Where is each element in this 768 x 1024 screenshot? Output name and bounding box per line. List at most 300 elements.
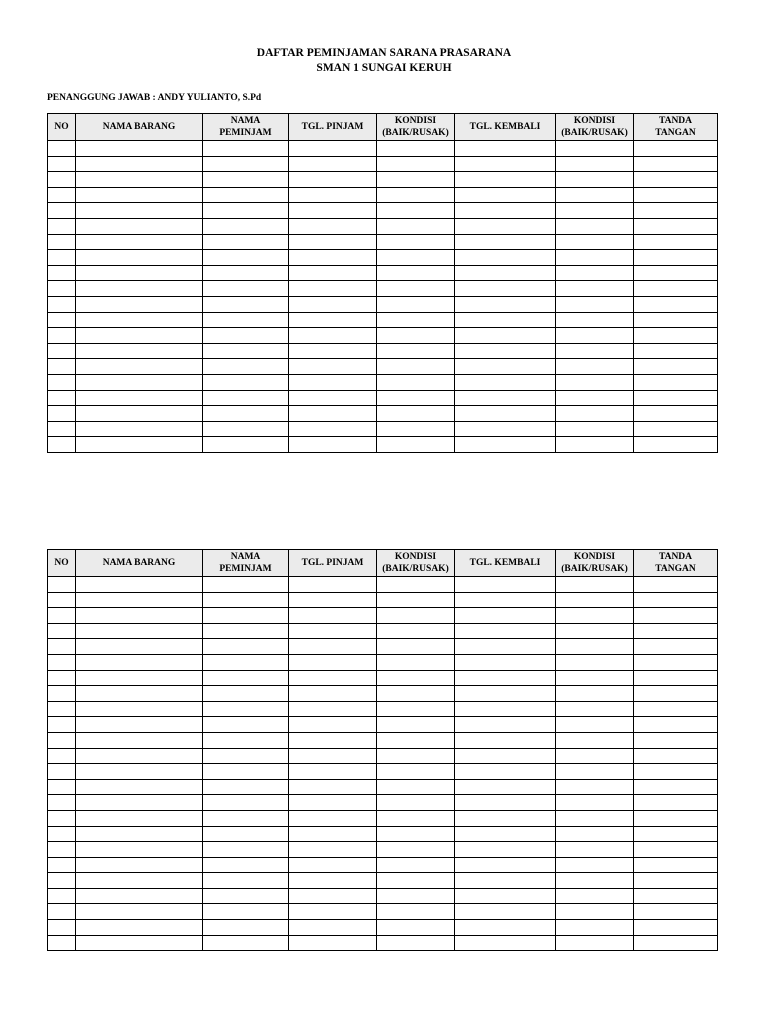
table-cell bbox=[377, 888, 455, 904]
table-cell bbox=[48, 343, 76, 359]
table-cell bbox=[203, 265, 289, 281]
table-cell bbox=[377, 779, 455, 795]
table-cell bbox=[48, 312, 76, 328]
table-cell bbox=[455, 732, 556, 748]
table-cell bbox=[48, 406, 76, 422]
table-cell bbox=[76, 873, 203, 889]
table-row bbox=[48, 437, 718, 453]
table-cell bbox=[48, 795, 76, 811]
table-row bbox=[48, 717, 718, 733]
table-cell bbox=[203, 623, 289, 639]
table-cell bbox=[76, 686, 203, 702]
table-cell bbox=[634, 623, 718, 639]
table-cell bbox=[455, 265, 556, 281]
table-row bbox=[48, 328, 718, 344]
header-nama-peminjam: NAMA PEMINJAM bbox=[203, 550, 289, 577]
table-cell bbox=[48, 374, 76, 390]
table-cell bbox=[289, 795, 377, 811]
table-row bbox=[48, 390, 718, 406]
table-cell bbox=[76, 437, 203, 453]
table-cell bbox=[377, 374, 455, 390]
table-cell bbox=[76, 935, 203, 951]
table-cell bbox=[634, 281, 718, 297]
table-cell bbox=[203, 406, 289, 422]
table-cell bbox=[556, 764, 634, 780]
table-cell bbox=[48, 888, 76, 904]
table-cell bbox=[203, 717, 289, 733]
table-cell bbox=[48, 826, 76, 842]
table-cell bbox=[377, 810, 455, 826]
table-row bbox=[48, 281, 718, 297]
table-cell bbox=[289, 608, 377, 624]
table-cell bbox=[203, 374, 289, 390]
table-cell bbox=[634, 343, 718, 359]
table-cell bbox=[203, 654, 289, 670]
table-cell bbox=[377, 857, 455, 873]
table-cell bbox=[203, 842, 289, 858]
table-row bbox=[48, 810, 718, 826]
table-cell bbox=[377, 873, 455, 889]
table-cell bbox=[634, 717, 718, 733]
table-cell bbox=[48, 608, 76, 624]
table-cell bbox=[289, 701, 377, 717]
table-cell bbox=[48, 842, 76, 858]
table-cell bbox=[634, 904, 718, 920]
table-cell bbox=[634, 265, 718, 281]
table-cell bbox=[455, 328, 556, 344]
table-cell bbox=[289, 390, 377, 406]
table-cell bbox=[76, 141, 203, 157]
table-cell bbox=[76, 717, 203, 733]
table-cell bbox=[556, 390, 634, 406]
table-cell bbox=[455, 156, 556, 172]
table-cell bbox=[48, 732, 76, 748]
table-cell bbox=[48, 857, 76, 873]
table-cell bbox=[377, 608, 455, 624]
table-row bbox=[48, 608, 718, 624]
table-cell bbox=[556, 577, 634, 593]
table-cell bbox=[455, 842, 556, 858]
table-cell bbox=[377, 218, 455, 234]
table-cell bbox=[203, 187, 289, 203]
table-cell bbox=[203, 732, 289, 748]
table-cell bbox=[634, 187, 718, 203]
table-cell bbox=[289, 748, 377, 764]
table-cell bbox=[556, 281, 634, 297]
table-cell bbox=[203, 141, 289, 157]
table-cell bbox=[634, 670, 718, 686]
table-cell bbox=[455, 873, 556, 889]
table-cell bbox=[377, 328, 455, 344]
table-cell bbox=[455, 857, 556, 873]
table-cell bbox=[203, 296, 289, 312]
table-row bbox=[48, 406, 718, 422]
table-cell bbox=[289, 265, 377, 281]
table-row bbox=[48, 701, 718, 717]
table-cell bbox=[76, 654, 203, 670]
table-cell bbox=[634, 203, 718, 219]
loan-register-table-1 bbox=[47, 113, 718, 453]
table-cell bbox=[556, 639, 634, 655]
table-cell bbox=[556, 717, 634, 733]
table-row bbox=[48, 343, 718, 359]
table-cell bbox=[634, 577, 718, 593]
table-cell bbox=[556, 296, 634, 312]
table-cell bbox=[556, 328, 634, 344]
table-cell bbox=[556, 857, 634, 873]
table-cell bbox=[203, 748, 289, 764]
table-cell bbox=[203, 421, 289, 437]
table-cell bbox=[289, 141, 377, 157]
table-row bbox=[48, 748, 718, 764]
table-cell bbox=[556, 623, 634, 639]
table-cell bbox=[289, 654, 377, 670]
table-cell bbox=[377, 577, 455, 593]
table-cell bbox=[556, 920, 634, 936]
table-cell bbox=[203, 218, 289, 234]
table-cell bbox=[556, 935, 634, 951]
table-cell bbox=[455, 764, 556, 780]
table-cell bbox=[48, 920, 76, 936]
table-cell bbox=[556, 312, 634, 328]
table-cell bbox=[289, 187, 377, 203]
table-cell bbox=[634, 172, 718, 188]
table-cell bbox=[48, 764, 76, 780]
table-cell bbox=[556, 343, 634, 359]
table-cell bbox=[203, 359, 289, 375]
table-cell bbox=[289, 218, 377, 234]
table-row bbox=[48, 873, 718, 889]
table-cell bbox=[455, 592, 556, 608]
table-cell bbox=[48, 281, 76, 297]
table-cell bbox=[556, 686, 634, 702]
table-cell bbox=[289, 281, 377, 297]
table-cell bbox=[634, 732, 718, 748]
table-cell bbox=[48, 359, 76, 375]
table-cell bbox=[556, 810, 634, 826]
table-cell bbox=[455, 623, 556, 639]
table-row bbox=[48, 764, 718, 780]
table-cell bbox=[455, 810, 556, 826]
table-cell bbox=[48, 203, 76, 219]
table-cell bbox=[203, 328, 289, 344]
header-tgl-pinjam: TGL. PINJAM bbox=[289, 550, 377, 577]
table-cell bbox=[289, 857, 377, 873]
table-cell bbox=[556, 187, 634, 203]
table-row bbox=[48, 141, 718, 157]
table-header-row bbox=[48, 114, 718, 141]
table-cell bbox=[556, 748, 634, 764]
table-cell bbox=[377, 296, 455, 312]
table-cell bbox=[455, 437, 556, 453]
table-cell bbox=[556, 265, 634, 281]
table-cell bbox=[377, 172, 455, 188]
table-row bbox=[48, 156, 718, 172]
table-cell bbox=[48, 265, 76, 281]
table-cell bbox=[289, 156, 377, 172]
table-cell bbox=[289, 343, 377, 359]
table-cell bbox=[556, 203, 634, 219]
table-cell bbox=[556, 826, 634, 842]
table-cell bbox=[203, 873, 289, 889]
table-cell bbox=[634, 437, 718, 453]
table-row bbox=[48, 920, 718, 936]
table-cell bbox=[455, 639, 556, 655]
table-cell bbox=[289, 623, 377, 639]
table-cell bbox=[556, 842, 634, 858]
table-cell bbox=[634, 764, 718, 780]
table-row bbox=[48, 218, 718, 234]
table-cell bbox=[289, 888, 377, 904]
table-cell bbox=[289, 234, 377, 250]
table-row bbox=[48, 187, 718, 203]
table-cell bbox=[203, 234, 289, 250]
table-cell bbox=[377, 935, 455, 951]
table-row bbox=[48, 888, 718, 904]
table-cell bbox=[48, 577, 76, 593]
table-cell bbox=[455, 577, 556, 593]
table-cell bbox=[455, 654, 556, 670]
header-tanda-tangan: TANDA TANGAN bbox=[634, 550, 718, 577]
table-cell bbox=[289, 437, 377, 453]
table-cell bbox=[289, 421, 377, 437]
table-cell bbox=[377, 717, 455, 733]
table-cell bbox=[289, 920, 377, 936]
table-cell bbox=[556, 670, 634, 686]
table-cell bbox=[76, 218, 203, 234]
table-row bbox=[48, 359, 718, 375]
table-cell bbox=[634, 141, 718, 157]
header-tgl-pinjam: TGL. PINJAM bbox=[289, 114, 377, 141]
table-cell bbox=[455, 717, 556, 733]
table-cell bbox=[556, 779, 634, 795]
table-cell bbox=[634, 888, 718, 904]
table-cell bbox=[48, 717, 76, 733]
table-cell bbox=[48, 250, 76, 266]
table-cell bbox=[634, 686, 718, 702]
table-cell bbox=[48, 686, 76, 702]
table-cell bbox=[455, 701, 556, 717]
header-kondisi-kembali: KONDISI (BAIK/RUSAK) bbox=[556, 550, 634, 577]
table-cell bbox=[76, 904, 203, 920]
table-cell bbox=[76, 250, 203, 266]
table-cell bbox=[634, 250, 718, 266]
table-cell bbox=[203, 701, 289, 717]
table-cell bbox=[48, 654, 76, 670]
table-cell bbox=[556, 250, 634, 266]
table-cell bbox=[634, 935, 718, 951]
table-cell bbox=[377, 623, 455, 639]
table-cell bbox=[556, 732, 634, 748]
table-cell bbox=[556, 406, 634, 422]
table-cell bbox=[634, 639, 718, 655]
table-cell bbox=[377, 343, 455, 359]
table-cell bbox=[203, 250, 289, 266]
table-cell bbox=[203, 608, 289, 624]
table-cell bbox=[556, 374, 634, 390]
table-cell bbox=[48, 748, 76, 764]
table-cell bbox=[634, 328, 718, 344]
table-cell bbox=[634, 421, 718, 437]
table-cell bbox=[556, 795, 634, 811]
table-row bbox=[48, 265, 718, 281]
table-cell bbox=[377, 686, 455, 702]
table-cell bbox=[289, 779, 377, 795]
table-cell bbox=[76, 748, 203, 764]
table-cell bbox=[455, 203, 556, 219]
table-cell bbox=[76, 639, 203, 655]
table-cell bbox=[556, 421, 634, 437]
table-cell bbox=[455, 359, 556, 375]
table-cell bbox=[76, 577, 203, 593]
table-cell bbox=[556, 172, 634, 188]
table-row bbox=[48, 826, 718, 842]
table-cell bbox=[556, 608, 634, 624]
table-cell bbox=[634, 842, 718, 858]
table-row bbox=[48, 795, 718, 811]
table-cell bbox=[634, 608, 718, 624]
table-cell bbox=[76, 312, 203, 328]
table-cell bbox=[203, 826, 289, 842]
table-row bbox=[48, 312, 718, 328]
table-cell bbox=[556, 141, 634, 157]
document-title-line2: SMAN 1 SUNGAI KERUH bbox=[316, 62, 452, 74]
table-cell bbox=[76, 779, 203, 795]
table-row bbox=[48, 172, 718, 188]
table-cell bbox=[203, 281, 289, 297]
table-row bbox=[48, 203, 718, 219]
table-cell bbox=[455, 172, 556, 188]
table-cell bbox=[76, 608, 203, 624]
table-cell bbox=[455, 406, 556, 422]
table-cell bbox=[76, 857, 203, 873]
table-row bbox=[48, 639, 718, 655]
table-header-row bbox=[48, 550, 718, 577]
header-nama-barang: NAMA BARANG bbox=[76, 114, 203, 141]
table-cell bbox=[634, 826, 718, 842]
table-cell bbox=[377, 826, 455, 842]
table-cell bbox=[289, 250, 377, 266]
table-row bbox=[48, 577, 718, 593]
table-cell bbox=[48, 187, 76, 203]
table-cell bbox=[634, 873, 718, 889]
table-cell bbox=[377, 141, 455, 157]
table-cell bbox=[48, 904, 76, 920]
table-cell bbox=[634, 779, 718, 795]
table-cell bbox=[48, 701, 76, 717]
loan-register-table-2 bbox=[47, 549, 718, 951]
table-row bbox=[48, 421, 718, 437]
table-cell bbox=[377, 639, 455, 655]
table-cell bbox=[76, 795, 203, 811]
table-cell bbox=[289, 203, 377, 219]
table-cell bbox=[634, 156, 718, 172]
table-cell bbox=[48, 234, 76, 250]
table-cell bbox=[377, 203, 455, 219]
table-cell bbox=[289, 717, 377, 733]
table-cell bbox=[455, 608, 556, 624]
table-cell bbox=[455, 686, 556, 702]
table-cell bbox=[48, 328, 76, 344]
table-cell bbox=[289, 826, 377, 842]
table-cell bbox=[556, 888, 634, 904]
table-cell bbox=[289, 935, 377, 951]
header-tanda-tangan: TANDA TANGAN bbox=[634, 114, 718, 141]
table-cell bbox=[289, 172, 377, 188]
table-cell bbox=[455, 670, 556, 686]
table-cell bbox=[48, 873, 76, 889]
table-cell bbox=[634, 592, 718, 608]
table-cell bbox=[203, 343, 289, 359]
table-cell bbox=[76, 421, 203, 437]
table-cell bbox=[634, 810, 718, 826]
table-cell bbox=[377, 592, 455, 608]
table-cell bbox=[455, 187, 556, 203]
table-row bbox=[48, 374, 718, 390]
table-row bbox=[48, 623, 718, 639]
table-row bbox=[48, 686, 718, 702]
table-cell bbox=[455, 250, 556, 266]
header-no: NO bbox=[48, 114, 76, 141]
table-cell bbox=[48, 670, 76, 686]
table-row bbox=[48, 857, 718, 873]
table-cell bbox=[634, 795, 718, 811]
table-cell bbox=[76, 296, 203, 312]
table-cell bbox=[455, 888, 556, 904]
table-cell bbox=[203, 935, 289, 951]
table-cell bbox=[455, 374, 556, 390]
table-row bbox=[48, 592, 718, 608]
table-cell bbox=[634, 748, 718, 764]
header-nama-barang: NAMA BARANG bbox=[76, 550, 203, 577]
table-cell bbox=[289, 374, 377, 390]
table-cell bbox=[203, 920, 289, 936]
table-cell bbox=[48, 218, 76, 234]
table-cell bbox=[289, 732, 377, 748]
table-cell bbox=[634, 857, 718, 873]
table-cell bbox=[289, 904, 377, 920]
table-cell bbox=[455, 296, 556, 312]
table-cell bbox=[455, 421, 556, 437]
table-cell bbox=[48, 296, 76, 312]
table-cell bbox=[203, 795, 289, 811]
table-cell bbox=[455, 920, 556, 936]
table-row bbox=[48, 732, 718, 748]
table-cell bbox=[634, 654, 718, 670]
table-cell bbox=[76, 826, 203, 842]
table-cell bbox=[455, 343, 556, 359]
table-cell bbox=[377, 312, 455, 328]
table-cell bbox=[634, 701, 718, 717]
table-cell bbox=[455, 312, 556, 328]
table-cell bbox=[377, 904, 455, 920]
table-cell bbox=[377, 250, 455, 266]
table-row bbox=[48, 250, 718, 266]
table-cell bbox=[76, 390, 203, 406]
table-cell bbox=[203, 764, 289, 780]
table-cell bbox=[76, 343, 203, 359]
responsible-person-label: PENANGGUNG JAWAB : ANDY YULIANTO, S.Pd bbox=[47, 93, 262, 103]
table-cell bbox=[634, 406, 718, 422]
table-cell bbox=[455, 826, 556, 842]
table-row bbox=[48, 779, 718, 795]
table-cell bbox=[48, 623, 76, 639]
header-nama-peminjam: NAMA PEMINJAM bbox=[203, 114, 289, 141]
table-cell bbox=[455, 779, 556, 795]
table-cell bbox=[76, 234, 203, 250]
table-cell bbox=[48, 421, 76, 437]
table-cell bbox=[377, 748, 455, 764]
